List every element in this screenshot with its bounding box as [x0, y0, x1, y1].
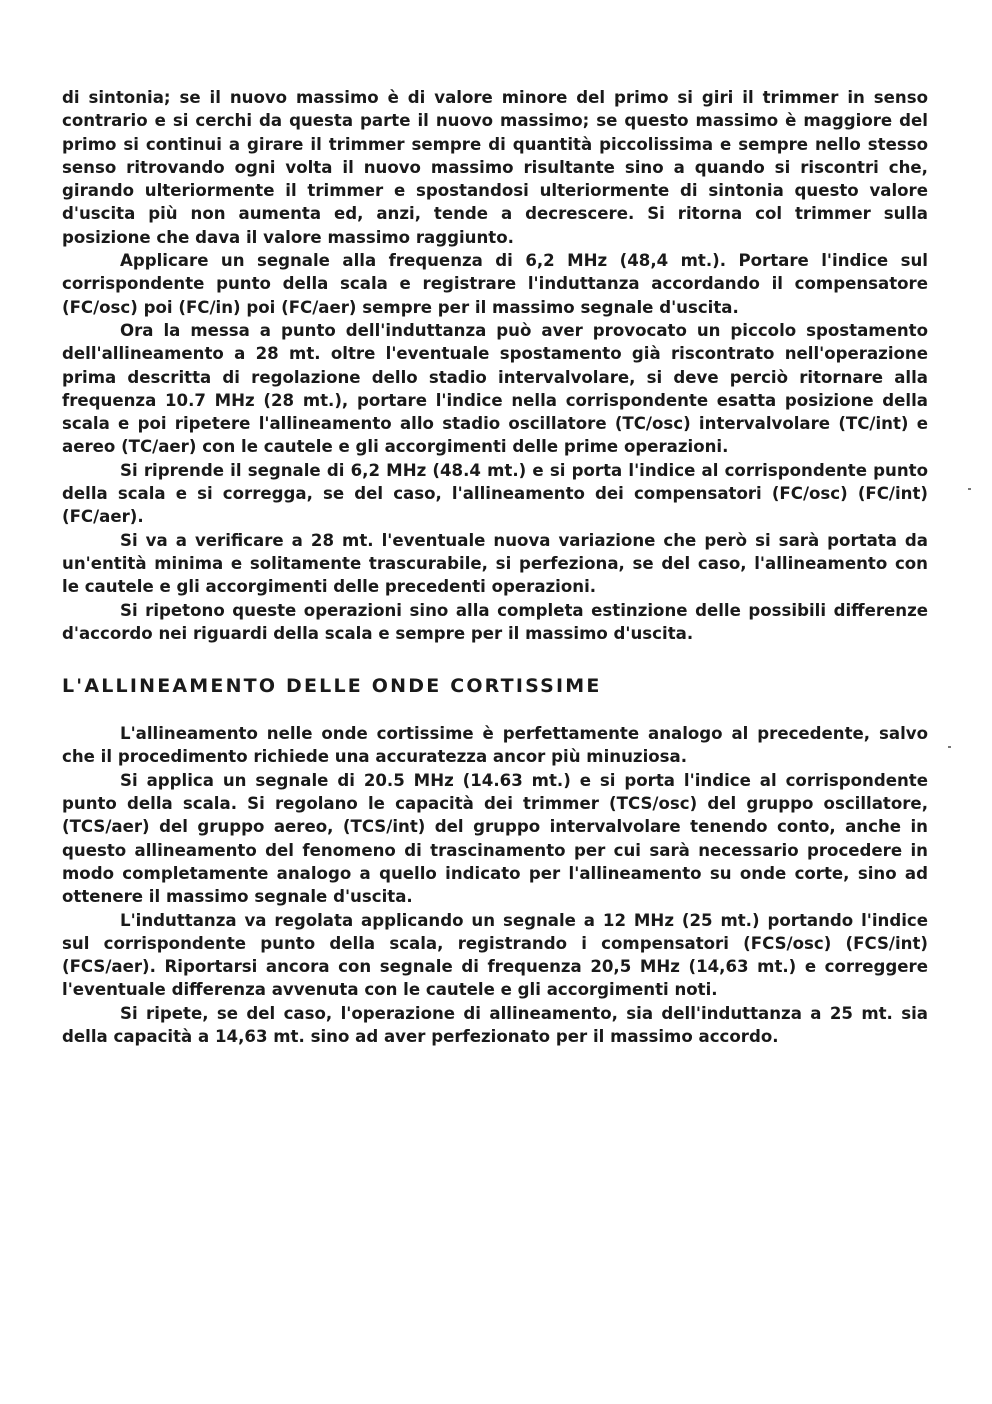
- paragraph-realign-28mt: Ora la messa a punto dell'induttanza può aver provocato un piccolo spostamento dell'allineamento a 28 mt. oltre l'eventuale spostamento già riscontrato nell'operazione prima descritta di regolazione dello stadio intervalvolare, si deve perciò ritornare alla frequenza 10.7 MHz (28 mt.), portare l'indice nella corrispondente esatta posizione della scala e poi ripetere l'allineamento allo stadio oscillatore (TC/osc) intervalvolare (TC/int) e aereo (TC/aer) con le cautele e gli accorgimenti delle prime operazioni.: [62, 320, 928, 457]
- paragraph-repeat-alignment: Si ripete, se del caso, l'operazione di allineamento, sia dell'induttanza a 25 mt. sia della capacità a 14,63 mt. sino ad aver perfezionato per il massimo accordo.: [62, 1003, 928, 1046]
- paragraph-tuning-maximum: di sintonia; se il nuovo massimo è di valore minore del primo si giri il trimmer in senso contrario e si cerchi da questa parte il nuovo massimo; se questo massimo è maggiore del primo si continui a girare il trimmer sempre di quantità piccolissima e sempre nello stesso senso ritrovando ogni volta il nuovo massimo risultante sino a quando si riscontri che, girando ulteriormente il trimmer e spostandosi ulteriormente di sintonia questo valore d'uscita più non aumenta ed, anzi, tende a decrescere. Si ritorna col trimmer sulla posizione che dava il valore massimo raggiunto.: [62, 88, 928, 247]
- scan-speck: [948, 746, 951, 748]
- paragraph-signal-20-5mhz: Si applica un segnale di 20.5 MHz (14.63 mt.) e si porta l'indice al corrispondente punto della scala. Si regolano le capacità dei trimmer (TCS/osc) del gruppo oscillatore, (TCS/aer) del gruppo aereo, (TCS/int) del gruppo intervalvolare tenendo conto, anche in questo allineamento del fenomeno di trascinamento per cui sarà necessario procedere in modo completamente analogo a quello indicato per l'allineamento su onde corte, sino ad ottenere il massimo segnale d'uscita.: [62, 770, 928, 907]
- paragraph-repeat-operations: Si ripetono queste operazioni sino alla completa estinzione delle possibili differenze d'accordo nei riguardi della scala e sempre per il massimo d'uscita.: [62, 600, 928, 643]
- paragraph-inductance-6-2mhz: Applicare un segnale alla frequenza di 6,2 MHz (48,4 mt.). Portare l'indice sul corrispondente punto della scala e registrare l'induttanza accordando il compensatore (FC/osc) poi (FC/in) poi (FC/aer) sempre per il massimo segnale d'uscita.: [62, 251, 928, 317]
- paragraph-cortissime-intro: L'allineamento nelle onde cortissime è perfettamente analogo al precedente, salvo che il procedimento richiede una accuratezza ancor più minuziosa.: [62, 724, 928, 767]
- document-page: [62, 86, 928, 1048]
- section-heading-onde-cortissime: L'ALLINEAMENTO DELLE ONDE CORTISSIME: [62, 675, 602, 698]
- paragraph-inductance-12mhz: L'induttanza va regolata applicando un segnale a 12 MHz (25 mt.) portando l'indice sul corrispondente punto della scala, registrando i compensatori (FCS/osc) (FCS/int) (FCS/aer). Riportarsi ancora con segnale di frequenza 20,5 MHz (14,63 mt.) e correggere l'eventuale differenza avvenuta con le cautele e gli accorgimenti noti.: [62, 910, 928, 1000]
- paragraph-resume-6-2mhz: Si riprende il segnale di 6,2 MHz (48.4 mt.) e si porta l'indice al corrispondente punto della scala e si corregga, se del caso, l'allineamento dei compensatori (FC/osc) (FC/int) (FC/aer).: [62, 460, 928, 527]
- scan-speck: [968, 488, 971, 490]
- paragraph-verify-28mt: Si va a verificare a 28 mt. l'eventuale nuova variazione che però si sarà portata da un'entità minima e solitamente trascurabile, si perfeziona, se del caso, l'allineamento con le cautele e gli accorgimenti delle precedenti operazioni.: [62, 530, 928, 597]
